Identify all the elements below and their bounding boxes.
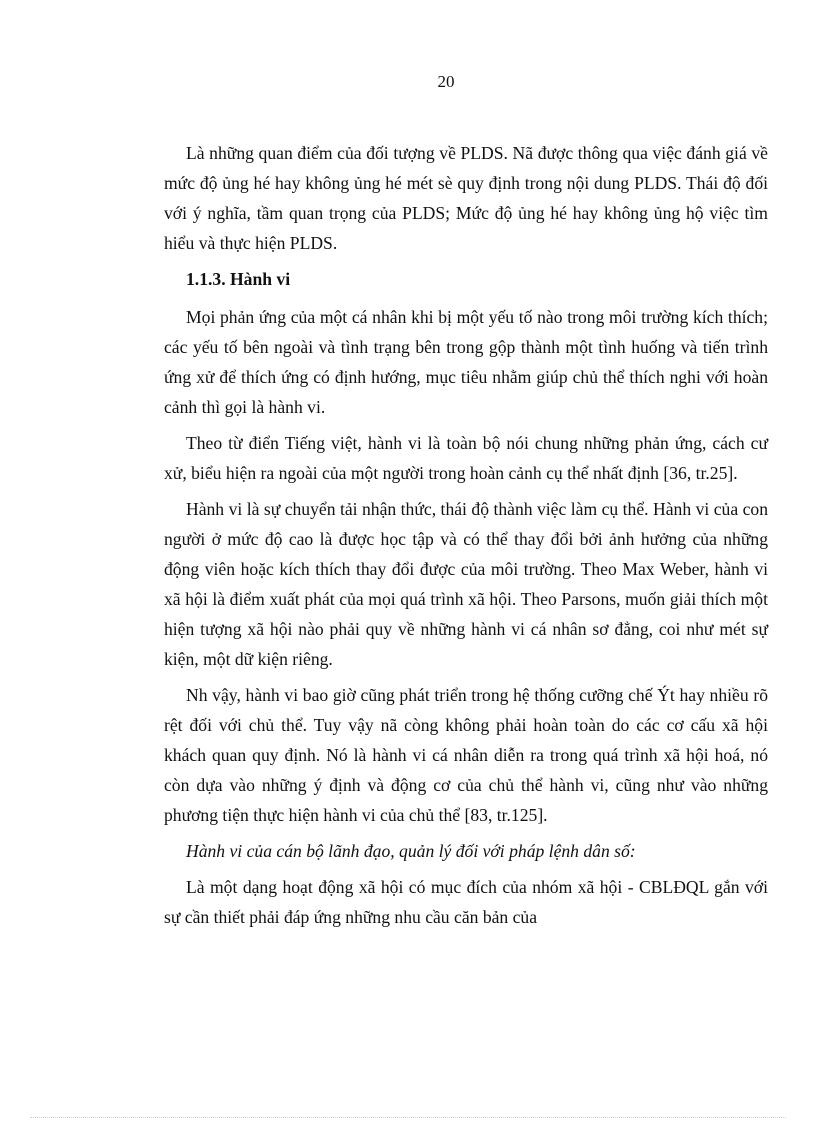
paragraph-weber-parsons: Hành vi là sự chuyển tải nhận thức, thái độ thành việc làm cụ thể. Hành vi của con người ở mức độ cao là được học tập và có thể thay đổi bởi ảnh hưởng của những động viên hoặc kích thích thay đổi được của môi trường. Theo Max Weber, hành vi xã hội là điểm xuất phát của mọi quá trình xã hội. Theo Parsons, muốn giải thích một hiện tượng xã hội nào phải quy về những hành vi cá nhân sơ đẳng, coi như mét sự kiện, một dữ kiện riêng. xyxy=(164,499,768,669)
italic-subheading: Hành vi của cán bộ lãnh đạo, quản lý đối với pháp lệnh dân số: xyxy=(186,841,636,861)
document-body xyxy=(164,138,768,938)
page-number: 20 xyxy=(437,72,455,91)
section-heading: 1.1.3. Hành vi xyxy=(186,269,291,289)
paragraph-coercion: Nh vậy, hành vi bao giờ cũng phát triển trong hệ thống cưỡng chế Ýt hay nhiều rõ rệt đối với chủ thể. Tuy vậy nã còng không phải hoàn toàn do các cơ cấu xã hội khách quan quy định. Nó là hành vi cá nhân diễn ra trong quá trình xã hội hoá, nó còn dựa vào những ý định và động cơ của chủ thể hành vi, cũng như vào những phương tiện thực hiện hành vi của chủ thể [83, tr.125]. xyxy=(164,685,768,825)
paragraph-dictionary: Theo từ điển Tiếng việt, hành vi là toàn bộ nói chung những phản ứng, cách cư xử, biểu hiện ra ngoài của một người trong hoàn cảnh cụ thể nhất định [36, tr.25]. xyxy=(164,433,768,483)
paragraph-cbldql: Là một dạng hoạt động xã hội có mục đích của nhóm xã hội - CBLĐQL gắn với sự cần thiết phải đáp ứng những nhu cầu căn bản của xyxy=(164,877,768,927)
paragraph-attitude: Là những quan điểm của đối tượng về PLDS. Nã được thông qua việc đánh giá về mức độ ủng hé hay không ủng hé mét sè quy định trong nội dung PLDS. Thái độ đối với ý nghĩa, tầm quan trọng của PLDS; Mức độ ủng hé hay không ủng hộ việc tìm hiểu và thực hiện PLDS. xyxy=(164,143,768,253)
paragraph-behavior-definition: Mọi phản ứng của một cá nhân khi bị một yếu tố nào trong môi trường kích thích; các yếu tố bên ngoài và tình trạng bên trong gộp thành một tình huống và tiến trình ứng xử để thích ứng có định hướng, mục tiêu nhằm giúp chủ thể thích nghi với hoàn cảnh thì gọi là hành vi. xyxy=(164,307,768,417)
page-bottom-rule xyxy=(30,1117,786,1118)
